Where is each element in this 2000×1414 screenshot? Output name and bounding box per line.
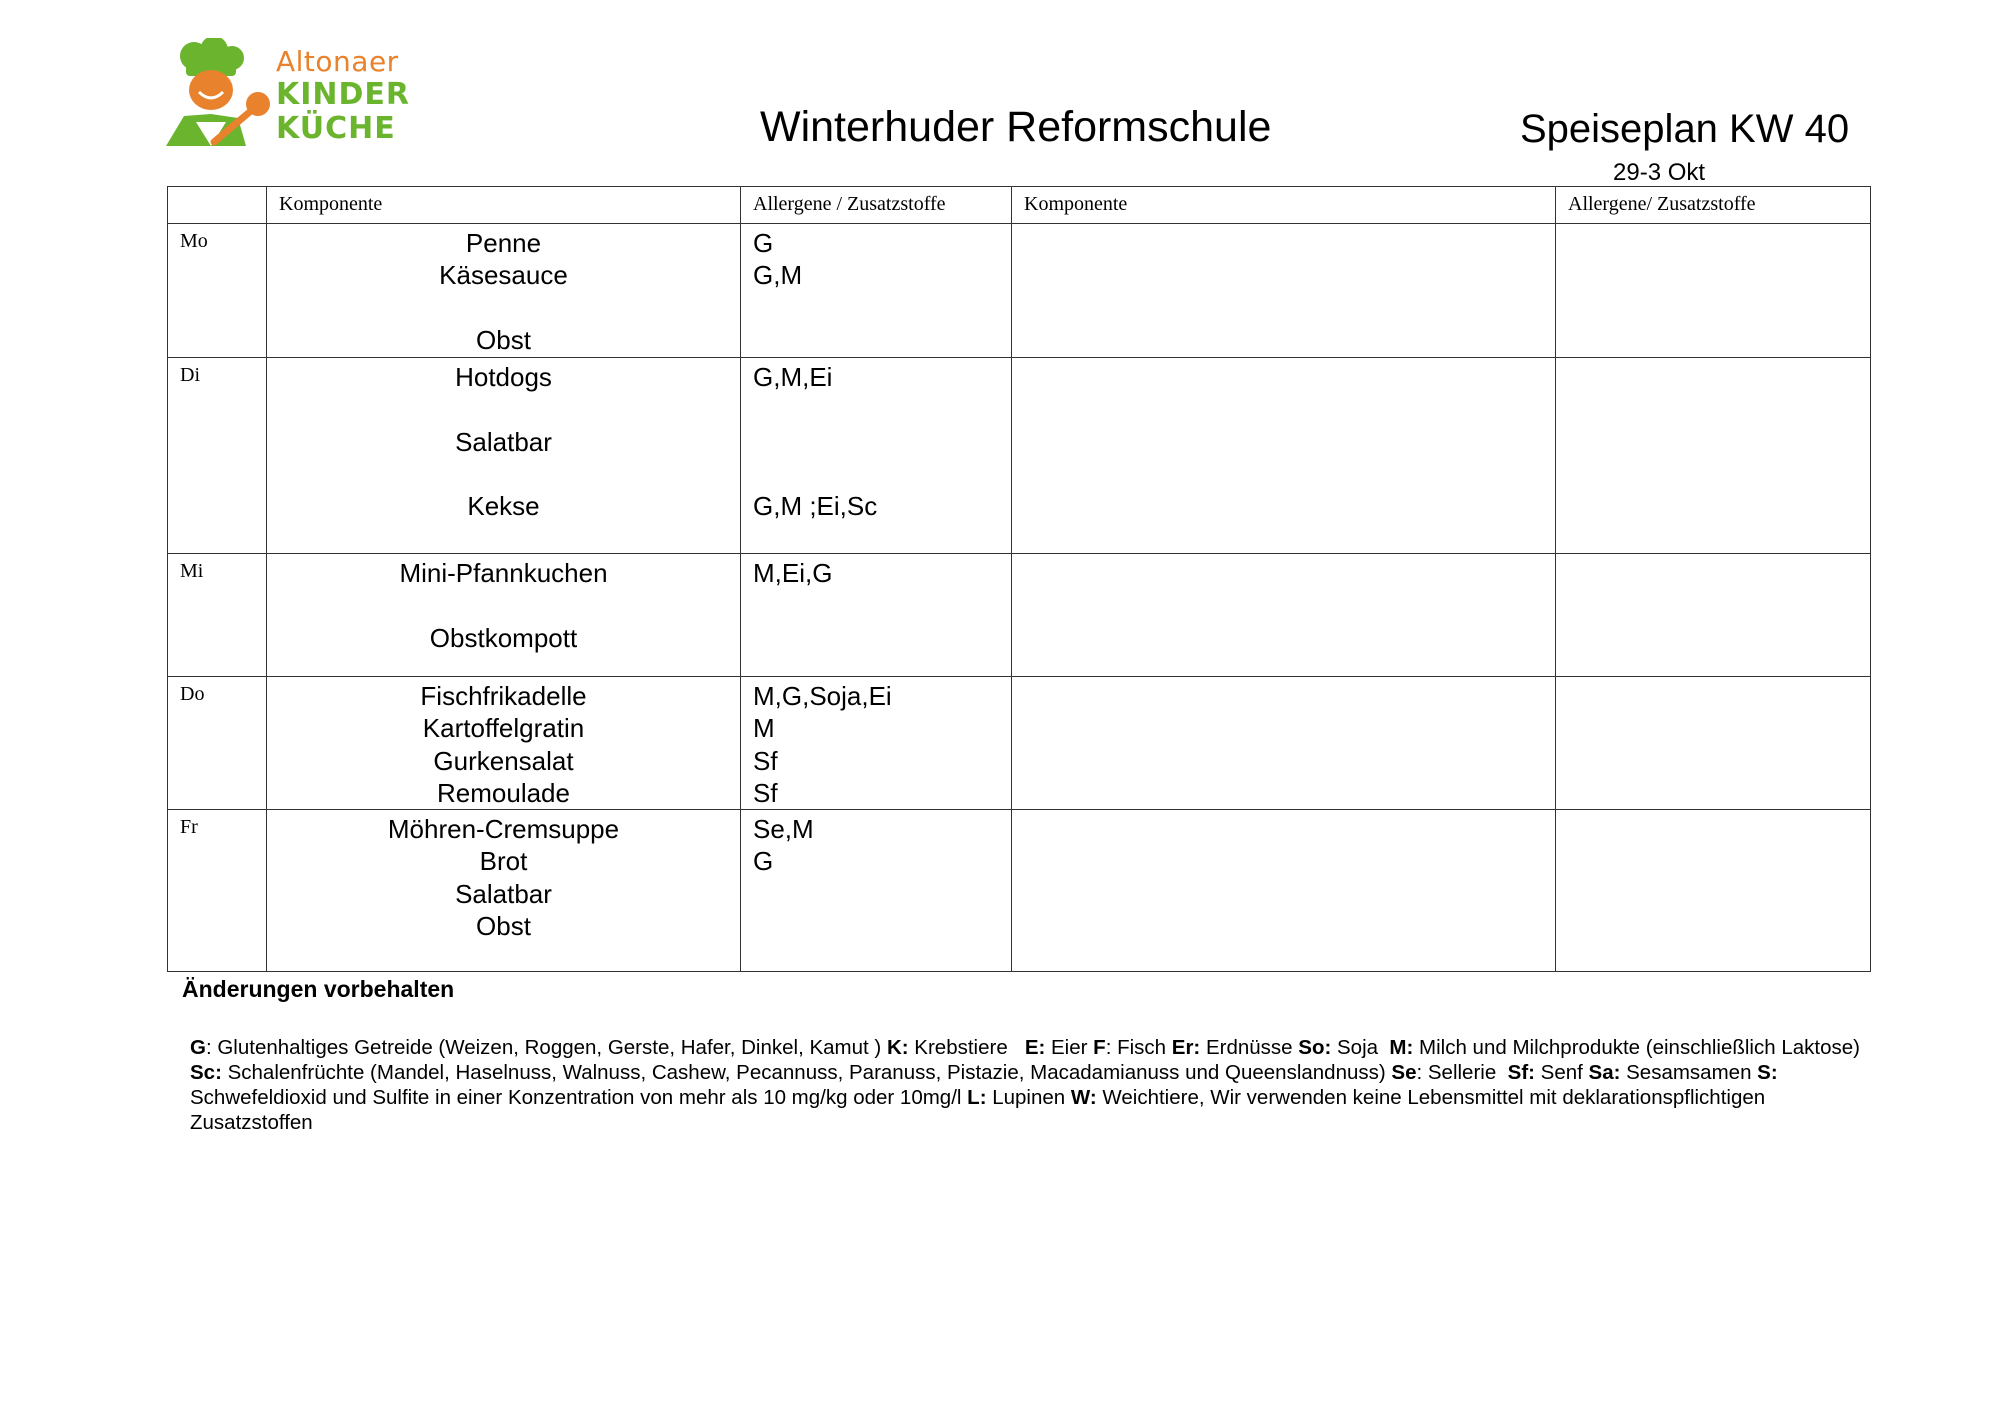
legend-code: Sf: — [1507, 1061, 1535, 1084]
allergens-cell — [741, 677, 1012, 810]
table-row — [168, 358, 1871, 554]
allergen-item — [753, 878, 1011, 910]
legend-code: K: — [886, 1036, 909, 1059]
legend-text: Weichtiere, Wir verwenden keine Lebensmittel mit deklarationspflichtigen Zusatzstoffen — [190, 1086, 1771, 1134]
allergen-item: G — [753, 228, 774, 258]
component-item — [267, 292, 740, 324]
legend-code: Sa: — [1588, 1061, 1621, 1084]
table-row — [168, 810, 1871, 972]
allergen-item: M,G,Soja,Ei — [753, 681, 892, 711]
components-cell — [267, 224, 741, 358]
header-allergens-2: Allergene/ Zusatzstoffe — [1556, 187, 1871, 224]
legend-code: F — [1093, 1036, 1106, 1059]
allergen-legend — [190, 1035, 1870, 1135]
chef-mascot-icon — [166, 38, 271, 150]
component-item: Möhren-Cremsuppe — [387, 814, 620, 845]
component-item — [267, 589, 740, 621]
allergens-cell — [741, 358, 1012, 554]
empty-allergens-cell — [1556, 358, 1871, 554]
legend-text: Sesamsamen — [1620, 1061, 1758, 1084]
components-cell — [267, 677, 741, 810]
allergen-item: Sf — [753, 777, 778, 808]
allergen-item: M,Ei,G — [753, 558, 833, 588]
allergens-cell — [741, 554, 1012, 677]
legend-text: Schalenfrüchte (Mandel, Haselnuss, Walnuss, Cashew, Pecannuss, Paranuss, Pistazie, Macadamianuss und Queenslandnuss) — [221, 1061, 1392, 1084]
logo — [166, 38, 411, 150]
legend-code: Se — [1391, 1061, 1417, 1084]
menu-table — [167, 186, 1871, 972]
date-range: 29-3 Okt — [1613, 159, 1706, 186]
legend-text: Soja — [1331, 1036, 1390, 1059]
component-item: Penne — [465, 228, 542, 258]
legend-text: Schwefeldioxid und Sulfite in einer Konzentration von mehr als 10 mg/kg oder 10mg/l — [190, 1061, 1784, 1109]
allergen-item — [753, 458, 1011, 490]
legend-code: M: — [1389, 1036, 1414, 1059]
legend-code: L: — [967, 1086, 987, 1109]
component-item — [267, 393, 740, 425]
component-item: Käsesauce — [439, 260, 568, 291]
legend-code: S: — [1757, 1061, 1778, 1084]
allergen-item — [753, 589, 1011, 621]
legend-code: E: — [1024, 1036, 1046, 1059]
allergen-item — [753, 622, 1011, 654]
empty-component-cell — [1012, 810, 1556, 972]
components-cell — [267, 358, 741, 554]
legend-text: Milch und Milchprodukte (einschließlich Laktose) — [1413, 1036, 1866, 1059]
empty-component-cell — [1012, 358, 1556, 554]
day-cell: Do — [168, 677, 267, 810]
empty-allergens-cell — [1556, 224, 1871, 358]
plan-title: Speiseplan KW 40 — [1520, 107, 1850, 151]
header-day — [168, 187, 267, 224]
legend-text: : Fisch — [1105, 1036, 1172, 1059]
allergens-cell — [741, 810, 1012, 972]
legend-text: Senf — [1534, 1061, 1589, 1084]
legend-text: Krebstiere — [908, 1036, 1025, 1059]
legend-code: Er: — [1171, 1036, 1201, 1059]
component-item: Obstkompott — [429, 622, 578, 653]
allergen-item: M — [753, 713, 775, 744]
allergen-item — [753, 393, 1011, 425]
component-item: Gurkensalat — [433, 745, 574, 776]
component-item: Obst — [476, 324, 531, 355]
empty-component-cell — [1012, 554, 1556, 677]
allergen-item: G — [753, 846, 774, 877]
empty-allergens-cell — [1556, 677, 1871, 810]
legend-text: Erdnüsse — [1200, 1036, 1299, 1059]
component-item: Kekse — [467, 491, 540, 522]
component-item: Fischfrikadelle — [420, 681, 587, 711]
legend-text: : Glutenhaltiges Getreide (Weizen, Roggen, Gerste, Hafer, Dinkel, Kamut ) — [205, 1036, 887, 1059]
header-allergens-1: Allergene / Zusatzstoffe — [741, 187, 1012, 224]
allergen-item — [753, 910, 1011, 942]
legend-code: G — [190, 1036, 206, 1059]
changes-note: Änderungen vorbehalten — [182, 976, 455, 1002]
component-item: Obst — [476, 911, 531, 942]
logo-line-1: Altonaer — [276, 45, 399, 78]
components-cell — [267, 554, 741, 677]
header-component-1: Komponente — [267, 187, 741, 224]
table-row — [168, 677, 1871, 810]
day-cell: Fr — [168, 810, 267, 972]
header-component-2: Komponente — [1012, 187, 1556, 224]
empty-component-cell — [1012, 677, 1556, 810]
component-item: Brot — [479, 846, 528, 877]
component-item: Hotdogs — [455, 362, 552, 392]
legend-text: Lupinen — [986, 1086, 1071, 1109]
component-item: Remoulade — [437, 777, 570, 808]
empty-allergens-cell — [1556, 554, 1871, 677]
day-cell: Mi — [168, 554, 267, 677]
legend-code: Sc: — [190, 1061, 222, 1084]
legend-code: W: — [1070, 1086, 1097, 1109]
legend-text: : Sellerie — [1416, 1061, 1508, 1084]
allergen-item: Sf — [753, 745, 778, 776]
day-cell: Di — [168, 358, 267, 554]
table-row — [168, 554, 1871, 677]
allergen-item: G,M — [753, 260, 803, 291]
legend-text: Eier — [1045, 1036, 1094, 1059]
component-item: Salatbar — [455, 426, 552, 457]
empty-component-cell — [1012, 224, 1556, 358]
allergen-item: Se,M — [753, 814, 814, 845]
school-title: Winterhuder Reformschule — [760, 103, 1272, 151]
empty-allergens-cell — [1556, 810, 1871, 972]
allergen-item — [753, 324, 1011, 356]
day-cell: Mo — [168, 224, 267, 358]
component-item: Mini-Pfannkuchen — [399, 558, 608, 588]
allergen-item: G,M ;Ei,Sc — [753, 491, 878, 522]
allergen-item: G,M,Ei — [753, 362, 833, 392]
component-item — [267, 458, 740, 490]
table-row — [168, 224, 1871, 358]
logo-line-2: KINDER — [276, 77, 411, 112]
allergen-item — [753, 426, 1011, 458]
logo-line-3: KÜCHE — [276, 111, 396, 146]
legend-code: So: — [1298, 1036, 1332, 1059]
components-cell — [267, 810, 741, 972]
allergens-cell — [741, 224, 1012, 358]
component-item: Salatbar — [455, 878, 552, 909]
table-header-row — [168, 187, 1871, 224]
component-item: Kartoffelgratin — [422, 713, 585, 744]
allergen-item — [753, 292, 1011, 324]
